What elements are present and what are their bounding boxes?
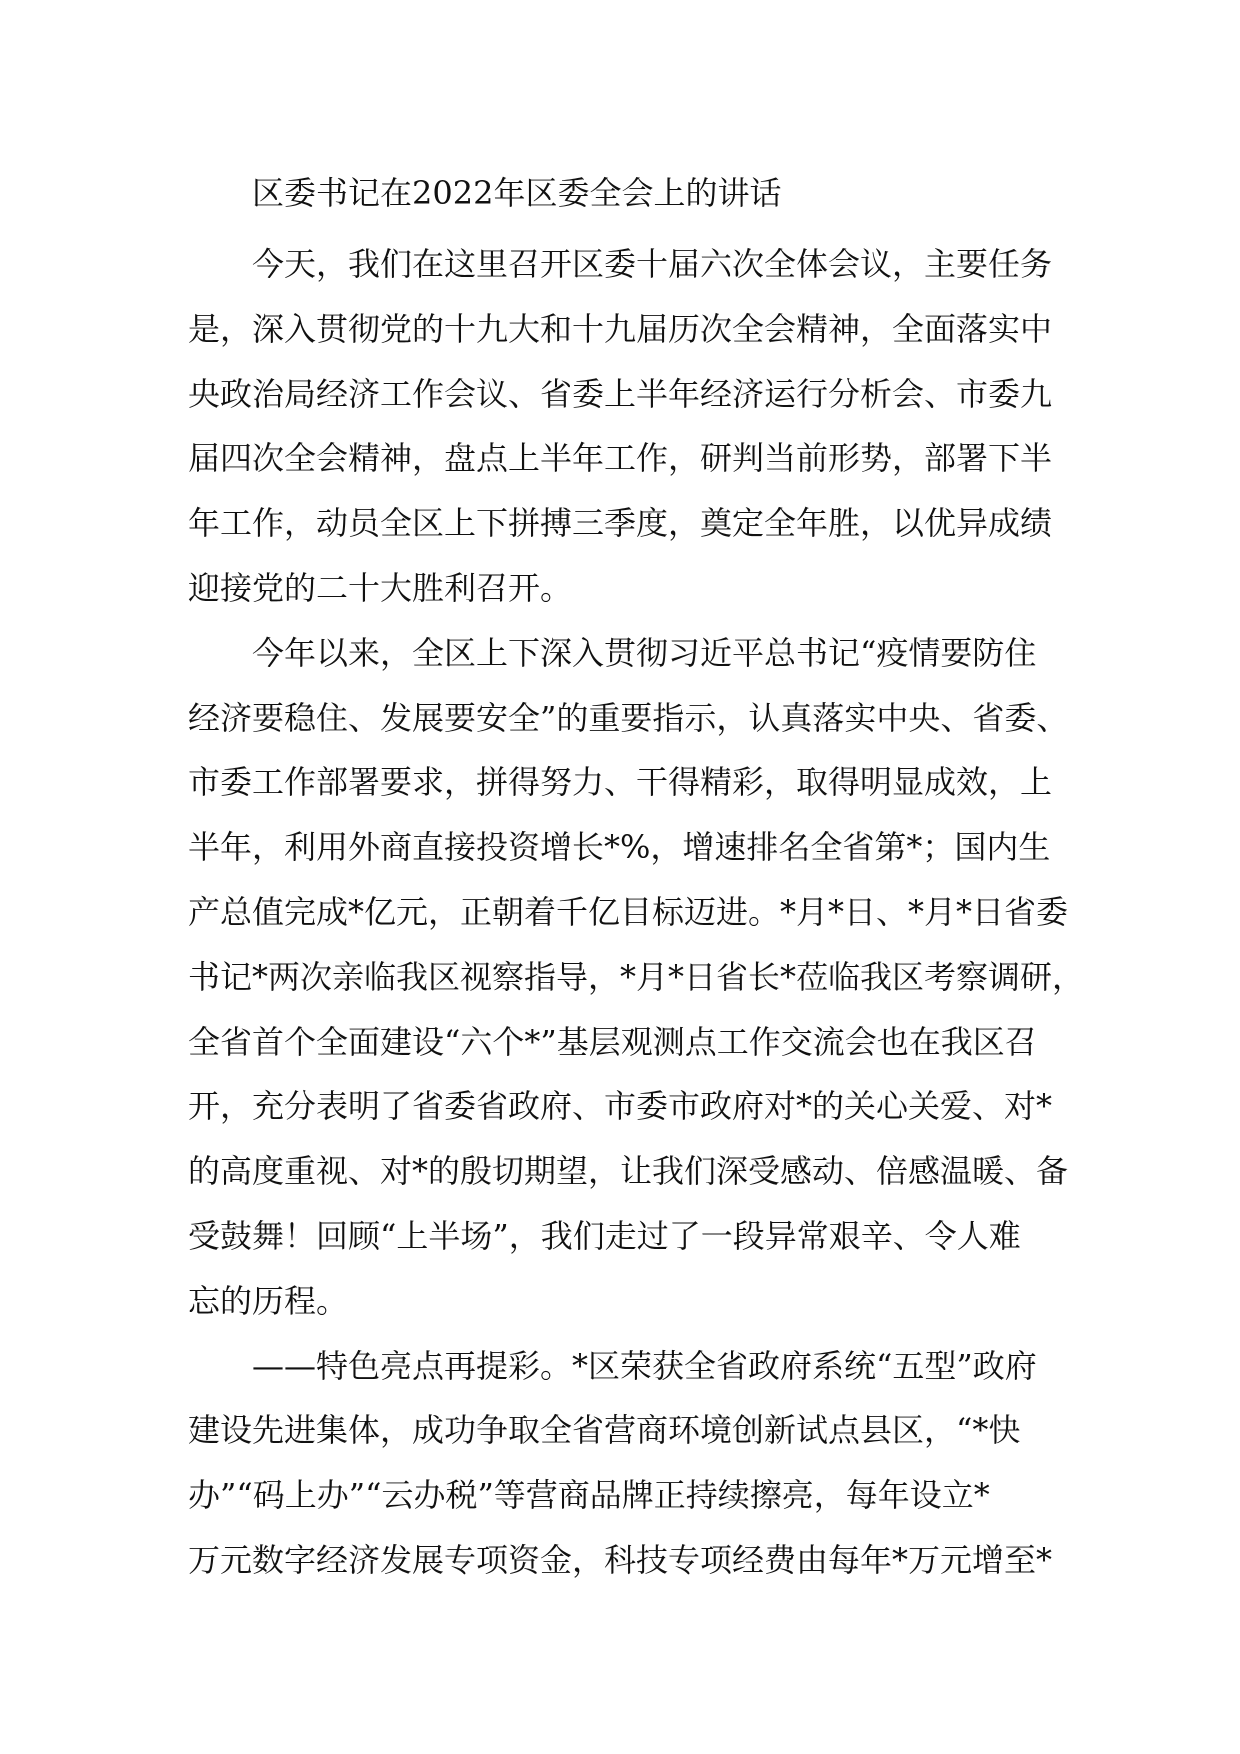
paragraph-line: 全省首个全面建设“六个*”基层观测点工作交流会也在我区召 bbox=[188, 1022, 1037, 1061]
paragraph-line: 届四次全会精神，盘点上半年工作，研判当前形势，部署下半 bbox=[188, 439, 1053, 478]
paragraph-line: 办”“码上办”“云办税”等营商品牌正持续擦亮，每年设立* bbox=[188, 1476, 990, 1515]
paragraph-line: 央政治局经济工作会议、省委上半年经济运行分析会、市委九 bbox=[188, 374, 1053, 413]
document-body bbox=[188, 168, 1085, 1593]
paragraph-line: 市委工作部署要求，拼得努力、干得精彩，取得明显成效，上 bbox=[188, 763, 1053, 802]
paragraph-line: 今年以来，全区上下深入贯彻习近平总书记“疫情要防住 bbox=[252, 633, 1037, 672]
paragraph bbox=[188, 621, 1085, 1334]
paragraph-line: 半年，利用外商直接投资增长*%，增速排名全省第*；国内生 bbox=[188, 828, 1051, 867]
paragraph-line: 经济要稳住、发展要安全”的重要指示，认真落实中央、省委、 bbox=[188, 698, 1069, 737]
paragraph-line: 书记*两次亲临我区视察指导，*月*日省长*莅临我区考察调研， bbox=[188, 957, 1085, 996]
paragraph-list bbox=[188, 232, 1085, 1593]
document-title: 区委书记在2022年区委全会上的讲话 bbox=[252, 174, 782, 212]
paragraph-line: 开，充分表明了省委省政府、市委市政府对*的关心关爱、对* bbox=[188, 1087, 1053, 1126]
paragraph-line: ——特色亮点再提彩。*区荣获全省政府系统“五型”政府 bbox=[252, 1346, 1037, 1385]
paragraph-line: 产总值完成*亿元，正朝着千亿目标迈进。*月*日、*月*日省委 bbox=[188, 892, 1069, 931]
paragraph-line: 受鼓舞！回顾“上半场”，我们走过了一段异常艰辛、令人难 bbox=[188, 1216, 1021, 1255]
paragraph-line: 今天，我们在这里召开区委十届六次全体会议，主要任务 bbox=[252, 245, 1053, 283]
paragraph bbox=[188, 232, 1068, 621]
paragraph-line: 的高度重视、对*的殷切期望，让我们深受感动、倍感温暖、备 bbox=[188, 1152, 1069, 1191]
paragraph-line: 万元数字经济发展专项资金，科技专项经费由每年*万元增至* bbox=[188, 1540, 1053, 1579]
paragraph-line: 迎接党的二十大胜利召开。 bbox=[188, 568, 573, 607]
paragraph-line: 建设先进集体，成功争取全省营商环境创新试点县区，“*快 bbox=[188, 1411, 1021, 1450]
paragraph bbox=[188, 1334, 1068, 1593]
paragraph-line: 是，深入贯彻党的十九大和十九届历次全会精神，全面落实中 bbox=[188, 309, 1053, 348]
paragraph-line: 忘的历程。 bbox=[188, 1281, 349, 1320]
paragraph-line: 年工作，动员全区上下拼搏三季度，奠定全年胜，以优异成绩 bbox=[188, 504, 1053, 543]
